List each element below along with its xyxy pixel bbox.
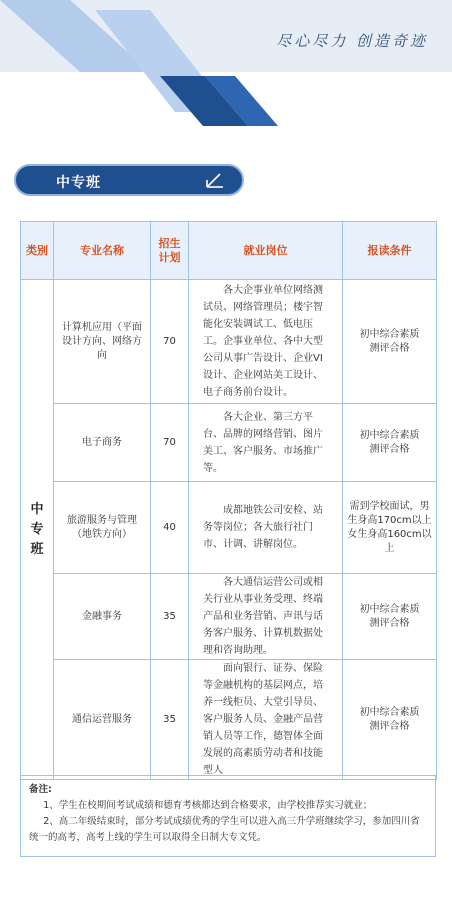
major-cell: 电子商务 [54, 404, 151, 482]
major-cell: 旅游服务与管理（地铁方向） [54, 482, 151, 574]
jobs-cell: 各大企业、第三方平台、品牌的网络营销、图片美工、客户服务、市场推广等。 [189, 404, 343, 482]
enrollment-cell: 40 [151, 482, 189, 574]
requirements-cell: 初中综合素质测评合格 [343, 404, 437, 482]
header-stripes [0, 0, 452, 140]
enrollment-cell: 35 [151, 574, 189, 660]
major-cell: 计算机应用（平面设计方向、网络方向 [54, 280, 151, 404]
arrow-down-left-icon [202, 171, 224, 191]
table-row [21, 482, 437, 574]
requirements-cell: 需到学校面试，男生身高170cm以上女生身高160cm以上 [343, 482, 437, 574]
enrollment-cell: 70 [151, 280, 189, 404]
table-row [21, 660, 437, 780]
requirements-cell: 初中综合素质测评合格 [343, 574, 437, 660]
section-title-pill [14, 164, 244, 196]
slogan: 尽心尽力 创造奇迹 [276, 32, 428, 50]
note-item: 2、高二年级结束时，部分考试成绩优秀的学生可以进入高三升学班继续学习，参加四川省统一的高考，高考上线的学生可以取得全日制大专文凭。 [29, 816, 420, 843]
jobs-cell: 面向银行、证券、保险等金融机构的基层网点，培养一线柜员、大堂引导员、客户服务人员、金融产品营销人员等工作，德智体全面发展的高素质劳动者和技能型人 [189, 660, 343, 780]
header-category: 类别 [21, 222, 54, 280]
program-table [20, 221, 436, 780]
category-cell: 中专班 [21, 280, 54, 780]
header-enrollment: 招生计划 [151, 222, 189, 280]
note-item: 1、学生在校期间考试成绩和德育考核都达到合格要求，由学校推荐实习就业； [43, 800, 373, 811]
table-row [21, 280, 437, 404]
notes-title: 备注: [29, 784, 52, 795]
table-row [21, 404, 437, 482]
header-major: 专业名称 [54, 222, 151, 280]
notes-box [20, 775, 436, 857]
jobs-cell: 成都地铁公司安检、站务等岗位；各大旅行社门市、计调、讲解岗位。 [189, 482, 343, 574]
major-cell: 通信运营服务 [54, 660, 151, 780]
major-cell: 金融事务 [54, 574, 151, 660]
jobs-cell: 各大通信运营公司或相关行业从事业务受理、终端产品和业务营销、声讯与话务客户服务、计算机数据处理和咨询助理。 [189, 574, 343, 660]
header-requirements: 报读条件 [343, 222, 437, 280]
enrollment-cell: 35 [151, 660, 189, 780]
enrollment-cell: 70 [151, 404, 189, 482]
header-jobs: 就业岗位 [189, 222, 343, 280]
table-row [21, 574, 437, 660]
table-header-row [21, 222, 437, 280]
requirements-cell: 初中综合素质测评合格 [343, 280, 437, 404]
jobs-cell: 各大企事业单位网络测试员、网络管理员；楼宇智能化安装调试工、低电压工。企事业单位、各中大型公司从事广告设计、企业VI设计、企业网站美工设计、电子商务前台设计。 [189, 280, 343, 404]
header-decoration [0, 0, 452, 140]
requirements-cell: 初中综合素质测评合格 [343, 660, 437, 780]
section-title: 中专班 [56, 175, 101, 191]
